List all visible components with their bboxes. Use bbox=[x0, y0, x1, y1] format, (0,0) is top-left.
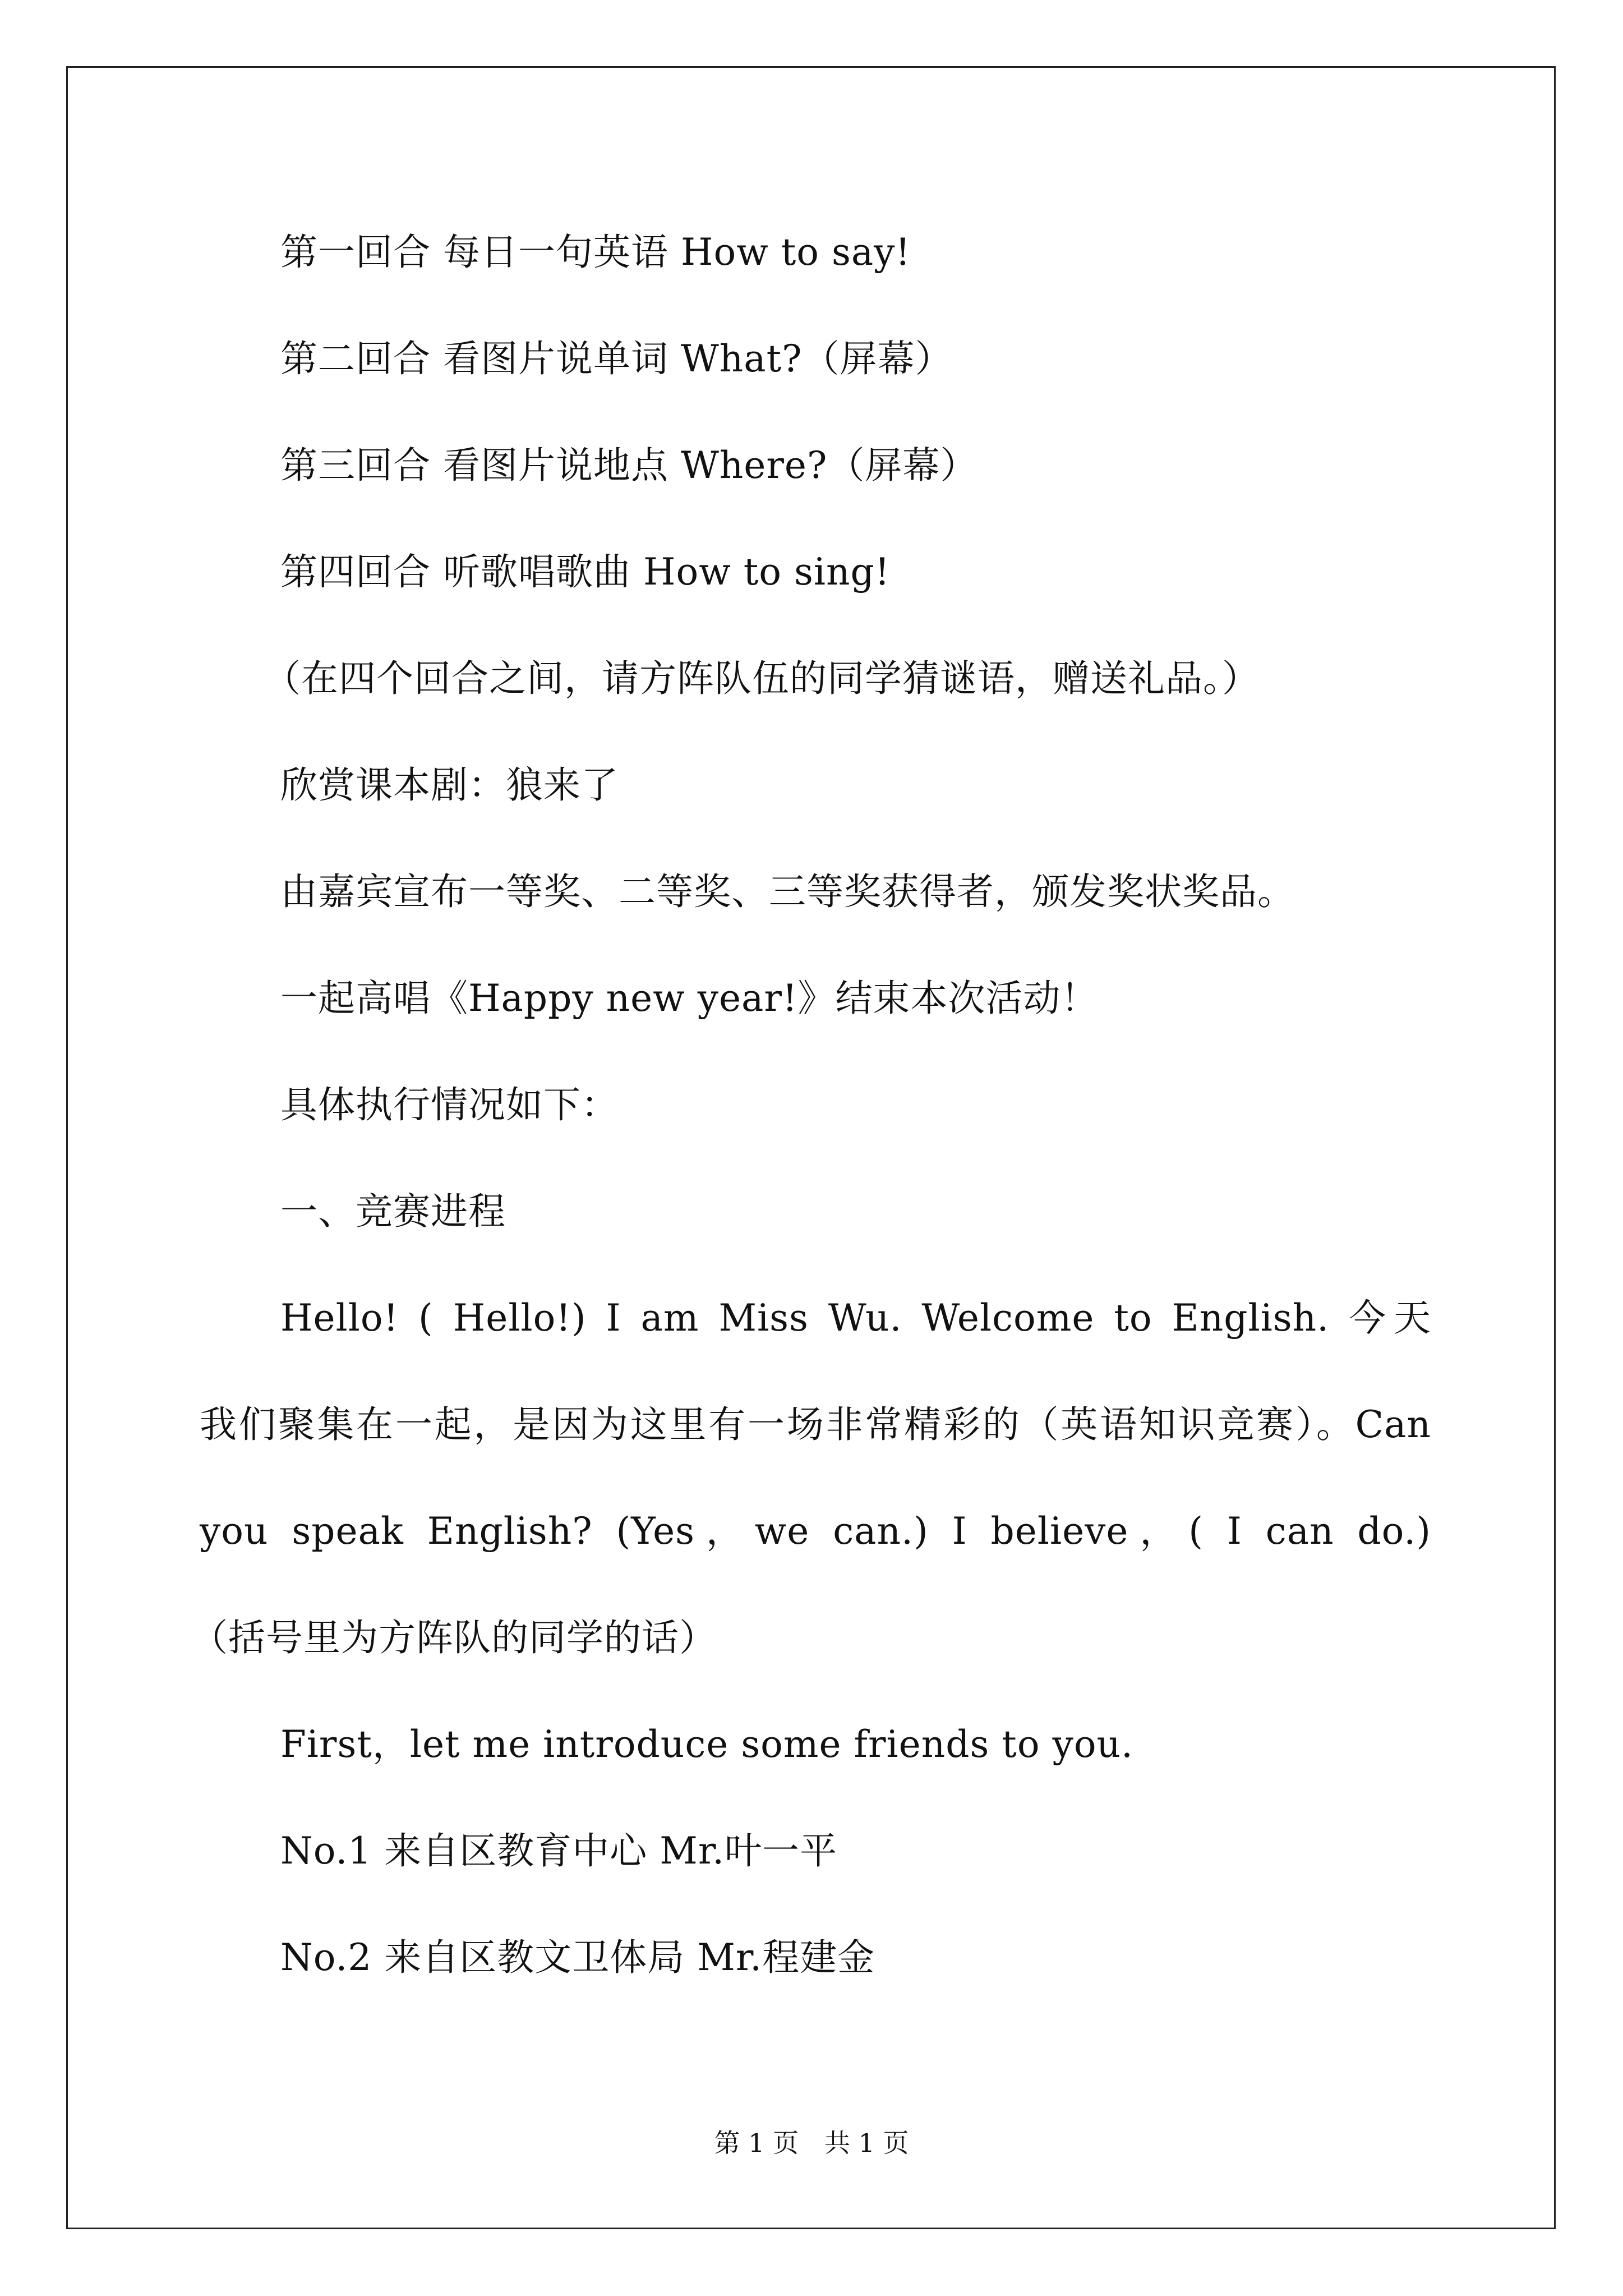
award-line: 由嘉宾宣布一等奖、二等奖、三等奖获得者，颁发奖状奖品。 bbox=[280, 870, 1295, 913]
page-border bbox=[66, 66, 1556, 2229]
song-line: 一起高唱《Happy new year!》结束本次活动！ bbox=[280, 977, 1099, 1020]
guest-one-line: No.1 来自区教育中心 Mr.叶一平 bbox=[280, 1829, 838, 1872]
guest-two-line: No.2 来自区教文卫体局 Mr.程建金 bbox=[280, 1936, 875, 1979]
section-heading: 一、竞赛进程 bbox=[280, 1190, 506, 1233]
intro-line-3: you speak English? (Yes，we can.) I believe，( I can do.) bbox=[200, 1510, 1431, 1553]
round-three-line: 第三回合 看图片说地点 Where?（屏幕） bbox=[280, 444, 978, 487]
round-one-line: 第一回合 每日一句英语 How to say! bbox=[280, 231, 911, 274]
execution-heading: 具体执行情况如下： bbox=[280, 1083, 619, 1126]
riddle-note: （在四个回合之间，请方阵队伍的同学猜谜语，赠送礼品。） bbox=[264, 657, 1260, 700]
round-four-line: 第四回合 听歌唱歌曲 How to sing! bbox=[280, 550, 891, 593]
intro-line-1: Hello! ( Hello!) I am Miss Wu. Welcome to English. 今天 bbox=[280, 1296, 1431, 1340]
introduce-line: First，let me introduce some friends to you. bbox=[280, 1723, 1134, 1766]
round-two-line: 第二回合 看图片说单词 What?（屏幕） bbox=[280, 337, 953, 380]
intro-note: （括号里为方阵队的同学的话） bbox=[191, 1616, 717, 1659]
play-line: 欣赏课本剧：狼来了 bbox=[280, 763, 619, 807]
page-footer: 第 1 页 共 1 页 bbox=[714, 2128, 909, 2158]
intro-line-2: 我们聚集在一起，是因为这里有一场非常精彩的（英语知识竞赛）。Can bbox=[200, 1403, 1431, 1446]
